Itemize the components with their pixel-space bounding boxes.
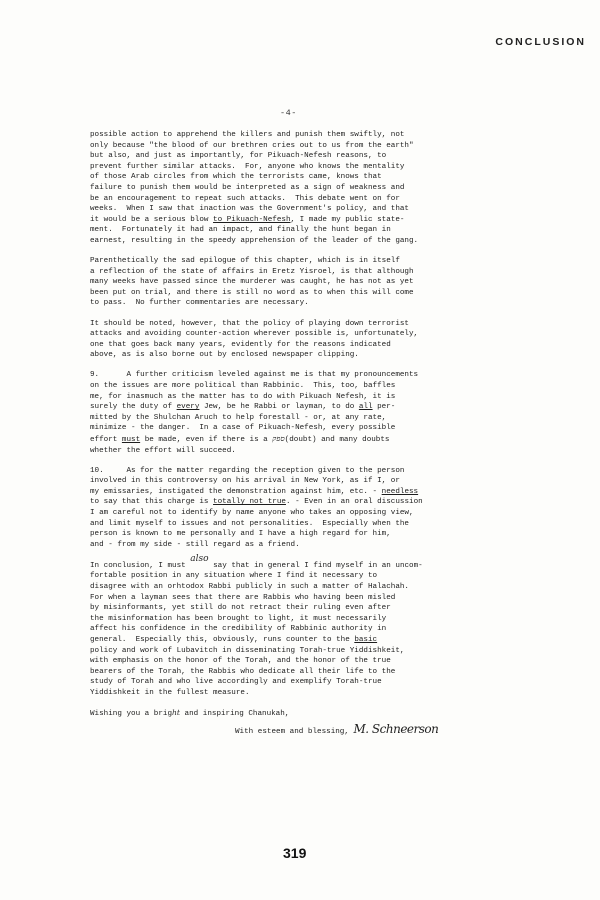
text-line: failure to punish them would be interpreted as a sign of weakness and <box>90 183 405 192</box>
text-segment: be made, even if there is a <box>140 435 273 444</box>
text-line: 10. As for the matter regarding the reception given to the person <box>90 466 405 475</box>
text-line: by misinformants, yet still do not retract their ruling even after <box>90 604 391 613</box>
text-line: the misinformation has been brought to light, it must necessarily <box>90 614 387 623</box>
paragraph-point-10 <box>90 466 518 551</box>
text-segment: (doubt) and many doubts <box>284 435 390 444</box>
text-line: Parenthetically the sad epilogue of this chapter, which is in itself <box>90 257 400 266</box>
text-line: person is known to me personally and I have a high regard for him, <box>90 530 391 539</box>
text-segment: effort <box>90 435 122 444</box>
underlined-text: must <box>121 435 141 444</box>
text-line <box>90 635 518 646</box>
text-line: fortable position in any situation where I find it necessary to <box>90 572 378 581</box>
text-line <box>90 434 518 446</box>
text-line: affect his confidence in the credibility of Rabbinic authority in <box>90 625 387 634</box>
closing <box>90 708 518 737</box>
text-line: one that goes back many years, evidently for the reasons indicated <box>90 340 391 349</box>
signature: M. Schneerson <box>353 721 439 736</box>
text-line: It should be noted, however, that the policy of playing down terrorist <box>90 319 409 328</box>
text-line: possible action to apprehend the killers and punish them swiftly, not <box>90 131 405 139</box>
text-line: with emphasis on the honor of the Torah, and the honor of the true <box>90 657 391 666</box>
text-line: prevent further similar attacks. For, anyone who knows the mentality <box>90 162 405 171</box>
closing-wish <box>90 708 518 720</box>
text-segment: surely the duty of <box>90 403 177 412</box>
text-segment: In conclusion, I must <box>90 561 191 570</box>
underlined-text: needless <box>381 487 419 496</box>
text-segment: general. Especially this, obviously, runs counter to the <box>90 636 355 645</box>
text-line <box>90 497 518 508</box>
handwritten-hebrew-word: ספק <box>272 433 285 443</box>
text-segment: , I made my public state- <box>290 215 405 224</box>
text-line: and limit myself to issues and not personalities. Especially when the <box>90 519 409 528</box>
handwritten-insertion: also <box>190 553 209 564</box>
text-segment: . - Even in an oral discussion <box>285 498 423 507</box>
text-line: me, for inasmuch as the matter has to do with Pikuach Nefesh, it is <box>90 392 396 401</box>
text-line: but also, and just as importantly, for Pikuach-Nefesh reasons, to <box>90 152 387 161</box>
text-line: on the issues are more political than Rabbinic. This, too, baffles <box>90 381 396 390</box>
paragraph-conclusion <box>90 553 518 699</box>
text-line: be an encouragement to repeat such attacks. This debate went on for <box>90 194 400 203</box>
letter-body <box>90 130 518 737</box>
page-number: 319 <box>283 845 307 861</box>
underlined-text: totally not true <box>213 498 286 507</box>
text-line: attacks and avoiding counter-action wherever possible is, unfortunately, <box>90 330 419 339</box>
text-segment: my emissaries, instigated the demonstration against him, etc. - <box>90 487 382 496</box>
text-segment: say that in general I find myself in an uncom- <box>208 561 423 570</box>
text-segment: and inspiring Chanukah, <box>179 710 290 719</box>
text-segment: it would be a serious blow <box>90 215 214 224</box>
text-segment: Jew, be he Rabbi or layman, to do <box>199 403 359 412</box>
text-line: only because "the blood of our brethren cries out to us from the earth" <box>90 141 414 150</box>
handwritten-correction: ht <box>172 708 180 718</box>
text-line: earnest, resulting in the speedy apprehension of the leader of the gang. <box>90 236 419 245</box>
text-line: of those Arab circles from which the terrorists came, knows that <box>90 173 382 182</box>
blessing-text: With esteem and blessing, <box>235 727 349 736</box>
text-line: and - from my side - still regard as a friend. <box>90 540 300 549</box>
text-line: above, as is also borne out by enclosed newspaper clipping. <box>90 351 359 360</box>
text-segment: Wishing you a brig <box>90 710 173 719</box>
text-line: bearers of the Torah, the Rabbis who dedicate all their life to the <box>90 667 396 676</box>
text-line: 9. A further criticism leveled against me is that my pronouncements <box>90 371 419 380</box>
text-line <box>90 402 518 413</box>
text-line: disagree with an orhtodox Rabbi publicly in such a matter of Halachah. <box>90 583 409 592</box>
text-line: minimize - the danger. In a case of Pikuach-Nefesh, every possible <box>90 424 396 433</box>
text-line: whether the effort will succeed. <box>90 446 236 455</box>
text-line: to pass. No further commentaries are necessary. <box>90 299 309 308</box>
text-line <box>90 487 518 498</box>
text-line: involved in this controversy on his arrival in New York, as if I, or <box>90 477 400 486</box>
text-line: policy and work of Lubavitch in disseminating Torah-true Yiddishkeit, <box>90 646 405 655</box>
underlined-text: all <box>358 403 373 412</box>
paragraph-epilogue <box>90 256 518 309</box>
text-line: many weeks have passed since the murderer was caught, he has not as yet <box>90 278 414 287</box>
text-line: a reflection of the state of affairs in Eretz Yisroel, is that although <box>90 267 414 276</box>
text-segment: per- <box>372 403 396 412</box>
section-title: CONCLUSION <box>495 36 586 48</box>
underlined-text: basic <box>354 636 378 645</box>
text-line <box>90 215 518 226</box>
text-line: mitted by the Shulchan Aruch to help forestall - or, at any rate, <box>90 413 387 422</box>
text-line: Yiddishkeit in the fullest measure. <box>90 689 250 697</box>
text-line: study of Torah and who live accordingly and exemplify Torah-true <box>90 678 382 687</box>
paragraph-action <box>90 130 518 247</box>
text-line: ment. Fortunately it had an impact, and finally the hunt began in <box>90 226 391 235</box>
page-marker: -4- <box>280 108 297 118</box>
underlined-text: every <box>176 403 200 412</box>
text-segment: to say that this charge is <box>90 498 214 507</box>
underlined-text: to Pikuach-Nefesh <box>213 215 291 224</box>
text-line: been put on trial, and there is still no word as to when this will come <box>90 288 414 297</box>
text-line: I am careful not to identify by name anyone who takes an opposing view, <box>90 509 414 517</box>
text-line <box>90 553 518 572</box>
paragraph-point-9 <box>90 370 518 456</box>
closing-blessing <box>90 721 518 738</box>
paragraph-policy <box>90 319 518 361</box>
text-line: For when a layman sees that there are Rabbis who having been misled <box>90 593 396 602</box>
text-line: weeks. When I saw that inaction was the Government's policy, and that <box>90 205 409 214</box>
